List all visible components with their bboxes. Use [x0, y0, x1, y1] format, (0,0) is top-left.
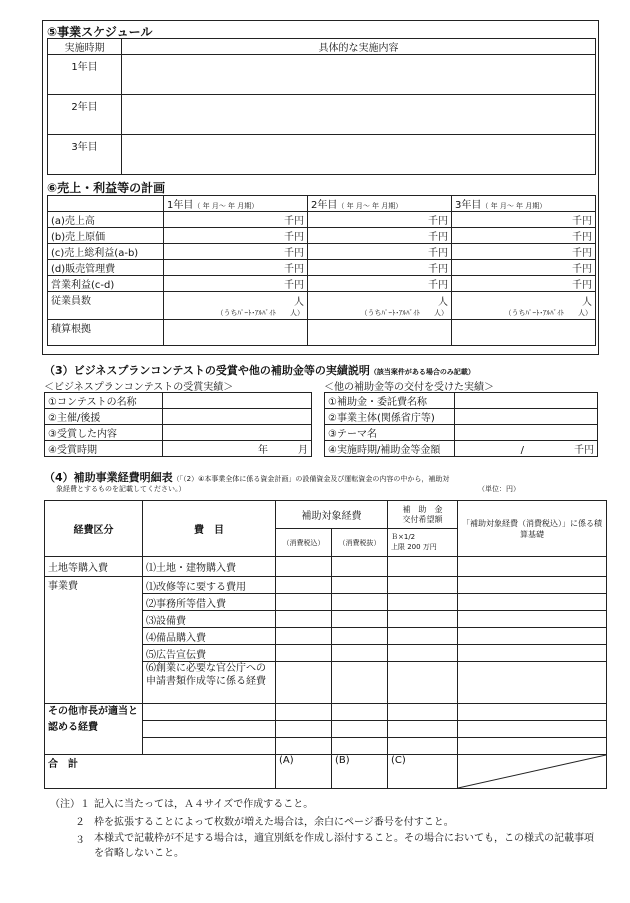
- schedule-col-content: 具体的な実施内容: [122, 39, 596, 55]
- schedule-table: [47, 38, 596, 175]
- expense-item: ⑵事務所等借入費: [143, 594, 276, 611]
- sales-table: [47, 195, 596, 346]
- note-3: 本様式で記載枠が不足する場合は，適宜別紙を作成し添付すること。その場合においても，この様式の記載事項を省略しないこと。: [94, 833, 594, 859]
- schedule-row-year3: 3年目: [48, 135, 122, 175]
- sales-row-label: (d)販売管理費: [48, 260, 164, 276]
- sales-cell[interactable]: 千円: [452, 228, 596, 244]
- sales-staff-cell[interactable]: 人 （うちﾊﾟｰﾄ･ｱﾙﾊﾞｲﾄ 人）: [452, 292, 596, 320]
- expense-header-category: 経費区分: [45, 501, 143, 557]
- sales-staff-cell[interactable]: 人 （うちﾊﾟｰﾄ･ｱﾙﾊﾞｲﾄ 人）: [308, 292, 452, 320]
- contest-cell[interactable]: [163, 409, 312, 425]
- expense-item: ⑷備品購入費: [143, 628, 276, 645]
- schedule-col-period: 実施時期: [48, 39, 122, 55]
- sales-cell[interactable]: 千円: [308, 212, 452, 228]
- subsidy-cell[interactable]: [455, 425, 598, 441]
- expense-header-excl-tax: （消費税抜）: [332, 529, 388, 557]
- expense-category-land: 土地等購入費: [45, 557, 143, 577]
- expense-total-label: 合 計: [45, 755, 276, 789]
- expense-item: ⑴改修等に要する費用: [143, 577, 276, 594]
- sales-cell[interactable]: 千円: [164, 260, 308, 276]
- subsidy-row-label: ②事業主体(関係省庁等): [325, 409, 455, 425]
- sales-cell[interactable]: 千円: [164, 276, 308, 292]
- subsidy-amount-cell[interactable]: / 千円: [455, 441, 598, 457]
- sales-cell[interactable]: 千円: [164, 228, 308, 244]
- expense-header-request-sub: Ｂ×1/2 上限 200 万円: [388, 529, 458, 557]
- sales-cell[interactable]: 千円: [164, 244, 308, 260]
- contest-row-label: ③受賞した内容: [45, 425, 163, 441]
- subsidy-row-label: ③テーマ名: [325, 425, 455, 441]
- sales-row-label: (b)売上原価: [48, 228, 164, 244]
- sales-cell[interactable]: 千円: [164, 212, 308, 228]
- expense-header-item: 費 目: [143, 501, 276, 557]
- notes-head: （注）１: [50, 799, 90, 810]
- contest-cell[interactable]: [163, 425, 312, 441]
- sales-row-label: (c)売上総利益(a-b): [48, 244, 164, 260]
- section4-unit: （単位：円）: [478, 485, 520, 493]
- section3-left-subtitle: ＜ビジネスプランコンテストの受賞実績＞: [44, 382, 234, 393]
- schedule-cell-year2[interactable]: [122, 95, 596, 135]
- expense-table: [44, 500, 607, 789]
- contest-date-cell[interactable]: 年 月: [163, 441, 312, 457]
- expense-item: ⑶設備費: [143, 611, 276, 628]
- sales-row-label: 営業利益(c-d): [48, 276, 164, 292]
- expense-item: ⑴土地・建物購入費: [143, 557, 276, 577]
- expense-category-business: 事業費: [45, 577, 143, 704]
- contest-cell[interactable]: [163, 393, 312, 409]
- expense-total-c[interactable]: (C): [388, 755, 458, 789]
- contest-row-label: ①コンテストの名称: [45, 393, 163, 409]
- subsidy-row-label: ④実施時期/補助金等金額: [325, 441, 455, 457]
- schedule-cell-year3[interactable]: [122, 135, 596, 175]
- sales-cell[interactable]: 千円: [452, 244, 596, 260]
- section4-desc2: 象経費とするものを記載してください。）: [56, 485, 186, 493]
- sales-basis-cell[interactable]: [452, 320, 596, 346]
- subsidy-cell[interactable]: [455, 409, 598, 425]
- note-2: 枠を拡張することによって枚数が増えた場合は，余白にページ番号を付すこと。: [94, 817, 454, 828]
- sales-row-label: (a)売上高: [48, 212, 164, 228]
- expense-item: ⑸広告宣伝費: [143, 645, 276, 662]
- sales-basis-cell[interactable]: [164, 320, 308, 346]
- sales-cell[interactable]: 千円: [452, 260, 596, 276]
- sales-cell[interactable]: 千円: [308, 260, 452, 276]
- contest-row-label: ④受賞時期: [45, 441, 163, 457]
- section4-heading: （4）補助事業経費明細表（「（2）④本事業全体に係る資金計画」の設備資金及び運転資金の内容の中から，補助対: [44, 471, 450, 484]
- sales-cell[interactable]: 千円: [308, 276, 452, 292]
- expense-total-diagonal-cell: [458, 755, 607, 789]
- sales-title: ⑥売上・利益等の計画: [47, 181, 166, 195]
- expense-item: ⑹創業に必要な官公庁への申請書類作成等に係る経費: [143, 662, 276, 704]
- sales-basis-label: 積算根拠: [48, 320, 164, 346]
- sales-cell[interactable]: 千円: [452, 276, 596, 292]
- contest-row-label: ②主催/後援: [45, 409, 163, 425]
- expense-total-a[interactable]: (A): [276, 755, 332, 789]
- expense-header-incl-tax: （消費税込）: [276, 529, 332, 557]
- note-1: 記入に当たっては，Ａ４サイズで作成すること。: [94, 799, 314, 810]
- notes: （注）１ 記入に当たっては，Ａ４サイズで作成すること。 ２ 枠を拡張することによって枚数が増えた場合は，余白にページ番号を付すこと。 ３ 本様式で記載枠が不足する場合は，適宜別紙を作成し添付すること。その場合においても，この様式の記載事項を省略しないこと。: [50, 795, 602, 861]
- diagonal-line: [458, 755, 606, 788]
- schedule-cell-year1[interactable]: [122, 55, 596, 95]
- contest-table: [44, 392, 312, 457]
- sales-staff-cell[interactable]: 人 （うちﾊﾟｰﾄ･ｱﾙﾊﾞｲﾄ 人）: [164, 292, 308, 320]
- expense-category-other: その他市長が適当と認める経費: [45, 704, 143, 755]
- section3-heading: （3）ビジネスプランコンテストの受賞や他の補助金等の実績説明（該当案件がある場合のみ記載）: [44, 364, 475, 377]
- schedule-row-year1: 1年目: [48, 55, 122, 95]
- expense-header-basis: 「補助対象経費（消費税込）」に係る積算基礎: [458, 501, 607, 557]
- sales-year1-header: 1年目（ 年 月～ 年 月期）: [164, 196, 308, 212]
- subsidy-row-label: ①補助金・委託費名称: [325, 393, 455, 409]
- schedule-row-year2: 2年目: [48, 95, 122, 135]
- sales-staff-label: 従業員数: [48, 292, 164, 320]
- schedule-title: ⑤事業スケジュール: [47, 25, 153, 39]
- sales-basis-cell[interactable]: [308, 320, 452, 346]
- sales-year3-header: 3年目（ 年 月～ 年 月期）: [452, 196, 596, 212]
- subsidy-history-table: [324, 392, 598, 457]
- sales-year2-header: 2年目（ 年 月～ 年 月期）: [308, 196, 452, 212]
- sales-cell[interactable]: 千円: [308, 228, 452, 244]
- sales-cell[interactable]: 千円: [452, 212, 596, 228]
- subsidy-cell[interactable]: [455, 393, 598, 409]
- expense-header-subsidy: 補助対象経費: [276, 501, 388, 529]
- expense-total-b[interactable]: (B): [332, 755, 388, 789]
- sales-cell[interactable]: 千円: [308, 244, 452, 260]
- section3-right-subtitle: ＜他の補助金等の交付を受けた実績＞: [324, 382, 494, 393]
- expense-header-request: 補 助 金 交付希望額: [388, 501, 458, 529]
